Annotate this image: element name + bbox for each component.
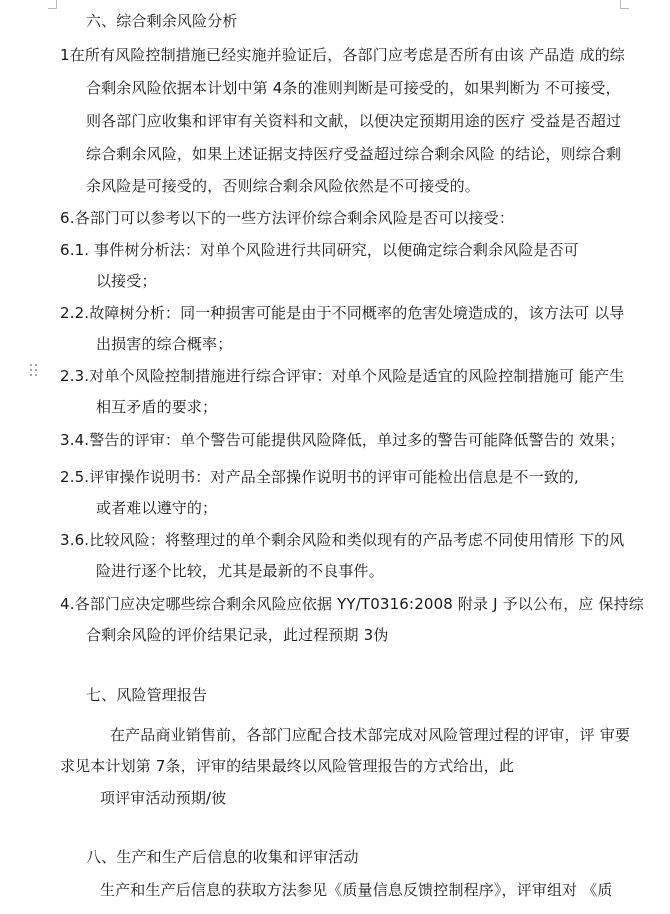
page-corner-top-right <box>620 0 629 9</box>
text-line: 八、生产和生产后信息的收集和评审活动 <box>86 848 359 866</box>
text-line: 余风险是可接受的，否则综合剩余风险依然是不可接受的。 <box>86 177 480 195</box>
text-line: 六、综合剩余风险分析 <box>86 12 238 30</box>
text-line: 险进行逐个比较，尤其是最新的不良事件。 <box>96 562 384 580</box>
text-line: 综合剩余风险，如果上述证据支持医疗受益超过综合剩余风险 的结论，则综合剩 <box>86 145 622 163</box>
text-line: 项评审活动预期/彼 <box>100 789 227 807</box>
text-line: 3.4.警告的评审：单个警告可能提供风险降低，单过多的警告可能降低警告的 效果； <box>60 431 625 449</box>
text-line: 4.各部门应决定哪些综合剩余风险应依据 YY/T0316:2008 附录 J 予以公布，应 保持综 <box>60 595 644 613</box>
text-line: 七、风险管理报告 <box>86 686 208 704</box>
text-line: 6.各部门可以参考以下的一些方法评价综合剩余风险是否可以接受： <box>60 209 514 227</box>
text-line: 以接受； <box>96 272 157 290</box>
text-line: 在产品商业销售前，各部门应配合技术部完成对风险管理过程的评审，评 审要 <box>110 726 631 744</box>
text-line: 求见本计划第 7条，评审的结果最终以风险管理报告的方式给出，此 <box>60 757 514 775</box>
text-line: 2.5.评审操作说明书：对产品全部操作说明书的评审可能检出信息是不一致的, <box>60 468 579 486</box>
text-line: 出损害的综合概率； <box>96 335 233 353</box>
drag-handle-icon[interactable] <box>30 364 38 378</box>
text-line: 1在所有风险控制措施已经实施并验证后，各部门应考虑是否所有由该 产品造 成的综 <box>60 46 625 64</box>
page-corner-top-left <box>48 0 57 9</box>
text-line: 2.3.对单个风险控制措施进行综合评审：对单个风险是适宜的风险控制措施可 能产生 <box>60 367 625 385</box>
text-line: 2.2.故障树分析：同一种损害可能是由于不同概率的危害处境造成的，该方法可 以导 <box>60 304 625 322</box>
text-line: 生产和生产后信息的获取方法参见《质量信息反馈控制程序》，评审组对 《质 <box>100 881 613 899</box>
text-line: 相互矛盾的要求； <box>96 398 218 416</box>
text-line: 合剩余风险依据本计划中第 4条的准则判断是可接受的，如果判断为 不可接受， <box>86 79 621 97</box>
text-line: 3.6.比较风险：将整理过的单个剩余风险和类似现有的产品考虑不同使用情形 下的风 <box>60 531 625 549</box>
text-line: 则各部门应收集和评审有关资料和文献，以便决定预期用途的医疗 受益是否超过 <box>86 112 622 130</box>
text-line: 或者难以遵守的； <box>96 499 218 517</box>
text-line: 合剩余风险的评价结果记录，此过程预期 3伪 <box>86 626 389 644</box>
text-line: 6.1. 事件树分析法：对单个风险进行共同研究，以便确定综合剩余风险是否可 <box>60 241 579 259</box>
